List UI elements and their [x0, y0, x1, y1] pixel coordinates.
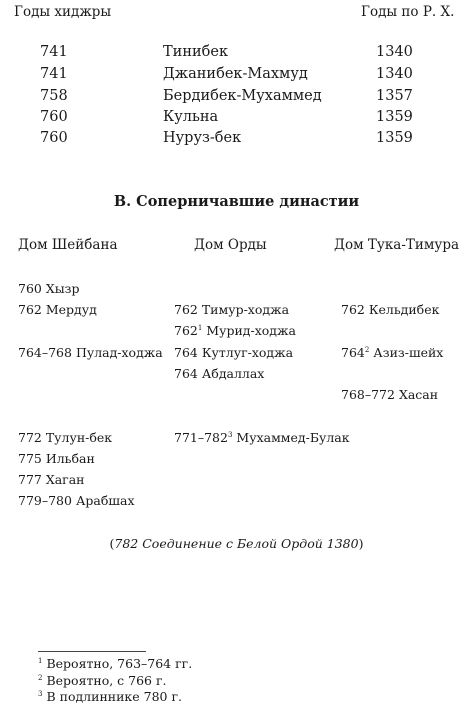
year: 764: [341, 345, 365, 360]
note-text: 782 Соединение с Белой Ордой 1380: [114, 536, 359, 551]
ruler-name: Кульна: [163, 109, 219, 125]
ad-year: 1340: [376, 66, 413, 82]
footnote: [38, 689, 182, 704]
ruler-name: Джанибек-Махмуд: [163, 66, 308, 82]
ruler-name: Мухаммед-Булак: [232, 430, 350, 445]
list-item: 762 Тимур-ходжа: [174, 302, 290, 317]
ruler-name: Мурид-ходжа: [202, 323, 296, 338]
list-item: 779–780 Арабшах: [18, 493, 135, 508]
column-header-ad: Годы по Р. Х.: [361, 4, 455, 20]
unification-note: [0, 536, 473, 551]
list-item: 775 Ильбан: [18, 451, 95, 466]
ruler-name: Бердибек-Мухаммед: [163, 88, 322, 104]
list-item: 777 Хаган: [18, 472, 85, 487]
hijra-year: 758: [40, 88, 68, 104]
year: 771–782: [174, 430, 228, 445]
list-item: [174, 430, 350, 445]
dynasty-header-orda: Дом Орды: [194, 237, 267, 253]
footnote-text: В подлиннике 780 г.: [46, 689, 182, 704]
column-header-hijra: Годы хиджры: [14, 4, 112, 20]
list-item: 760 Хызр: [18, 281, 80, 296]
footnote-ref: 3: [227, 431, 233, 439]
hijra-year: 760: [40, 109, 68, 125]
hijra-year: 760: [40, 130, 68, 146]
list-item: 764 Абдаллах: [174, 366, 265, 381]
footnote-number: 1: [38, 657, 43, 665]
list-item: [341, 345, 443, 360]
list-item: 772 Тулун-бек: [18, 430, 113, 445]
section-heading: В. Соперничавшие династии: [113, 193, 360, 210]
list-item: 762 Мердуд: [18, 302, 97, 317]
footnote-number: 2: [38, 674, 43, 682]
footnote-text: Вероятно, 763–764 гг.: [46, 656, 193, 671]
footnote-ref: 1: [197, 324, 203, 332]
ad-year: 1359: [376, 109, 413, 125]
note-paren-open: (: [109, 536, 115, 551]
hijra-year: 741: [40, 44, 68, 60]
list-item: 762 Кельдибек: [341, 302, 440, 317]
footnote-ref: 2: [364, 346, 370, 354]
ad-year: 1340: [376, 44, 413, 60]
dynasty-header-sheiban: Дом Шейбана: [18, 237, 118, 253]
list-item: 764–768 Пулад-ходжа: [18, 345, 163, 360]
ad-year: 1357: [376, 88, 413, 104]
list-item: 768–772 Хасан: [341, 387, 439, 402]
note-paren-close: ): [358, 536, 364, 551]
footnote-text: Вероятно, с 766 г.: [46, 673, 167, 688]
ruler-name: Нуруз-бек: [163, 130, 242, 146]
list-item: 764 Кутлуг-ходжа: [174, 345, 294, 360]
dynasty-header-tuka-timur: Дом Тука-Тимура: [334, 237, 460, 253]
list-item: [174, 323, 296, 338]
ruler-name: Азиз-шейх: [369, 345, 444, 360]
year: 762: [174, 323, 198, 338]
footnote: [38, 656, 192, 671]
ruler-name: Тинибек: [163, 44, 229, 60]
footnote-divider: [38, 651, 146, 652]
hijra-year: 741: [40, 66, 68, 82]
footnote: [38, 673, 167, 688]
ad-year: 1359: [376, 130, 413, 146]
footnote-number: 3: [38, 690, 43, 698]
